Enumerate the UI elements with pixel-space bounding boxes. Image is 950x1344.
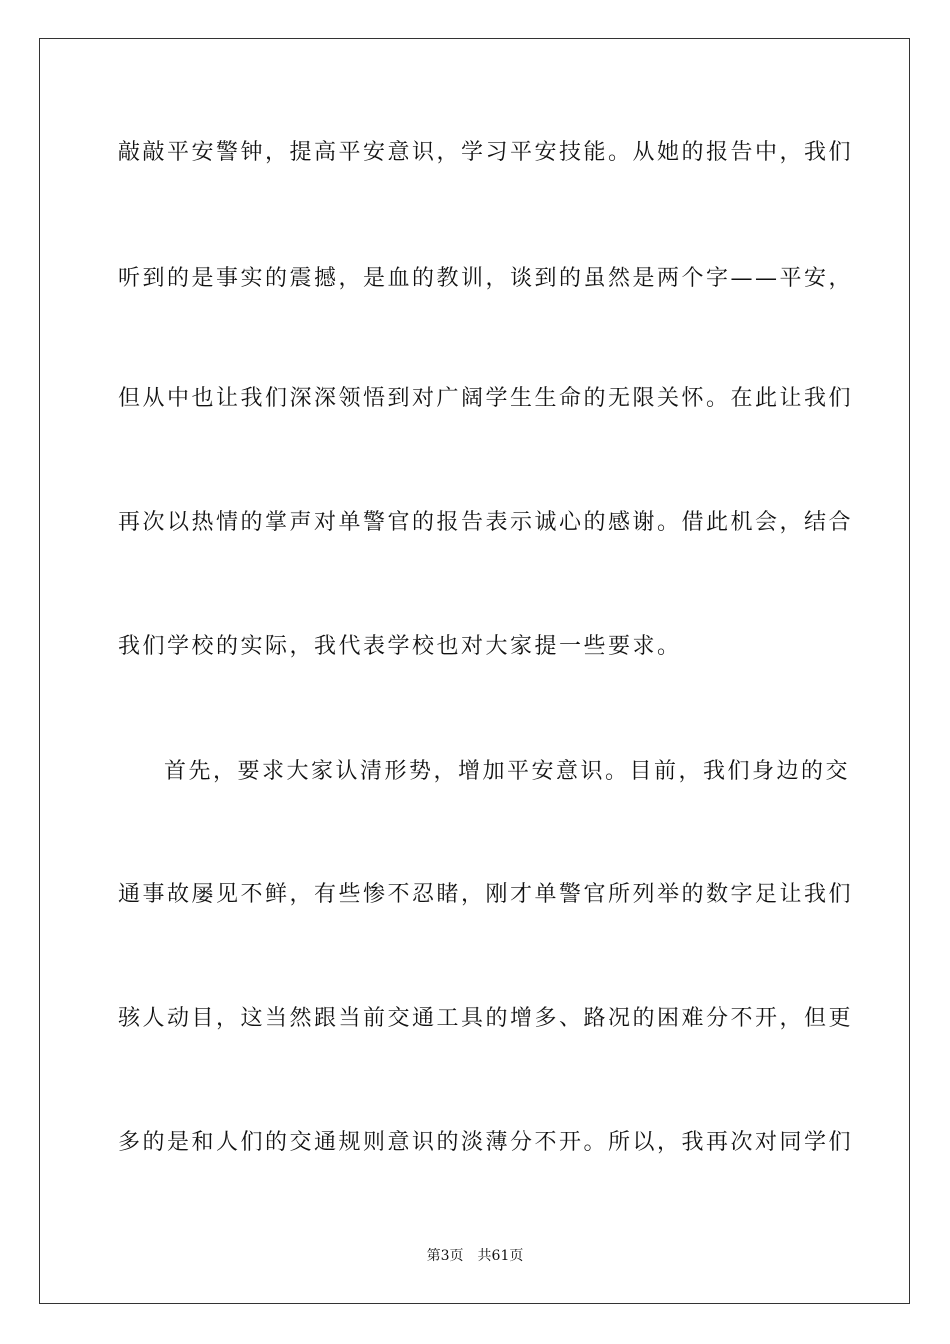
body-line: 骇人动目，这当然跟当前交通工具的增多、路况的困难分不开，但更: [118, 1006, 854, 1031]
page-footer: [0, 1247, 950, 1265]
body-line: 我们学校的实际，我代表学校也对大家提一些要求。: [118, 634, 682, 659]
body-line: 但从中也让我们深深领悟到对广阔学生生命的无限关怀。在此让我们: [118, 386, 854, 411]
body-line: 通事故屡见不鲜，有些惨不忍睹，刚才单警官所列举的数字足让我们: [118, 882, 854, 907]
page-frame: [39, 38, 910, 1304]
body-line: 再次以热情的掌声对单警官的报告表示诚心的感谢。借此机会，结合: [118, 510, 854, 535]
body-line: 多的是和人们的交通规则意识的淡薄分不开。所以，我再次对同学们: [118, 1130, 854, 1155]
current-page-label: 第3页: [426, 1248, 464, 1264]
body-line: 听到的是事实的震撼，是血的教训，谈到的虽然是两个字——平安，: [118, 266, 854, 291]
body-line: 首先，要求大家认清形势，增加平安意识。目前，我们身边的交: [164, 759, 851, 784]
total-pages-label: 共61页: [477, 1248, 524, 1264]
body-line: 敲敲平安警钟，提高平安意识，学习平安技能。从她的报告中，我们: [118, 140, 854, 165]
